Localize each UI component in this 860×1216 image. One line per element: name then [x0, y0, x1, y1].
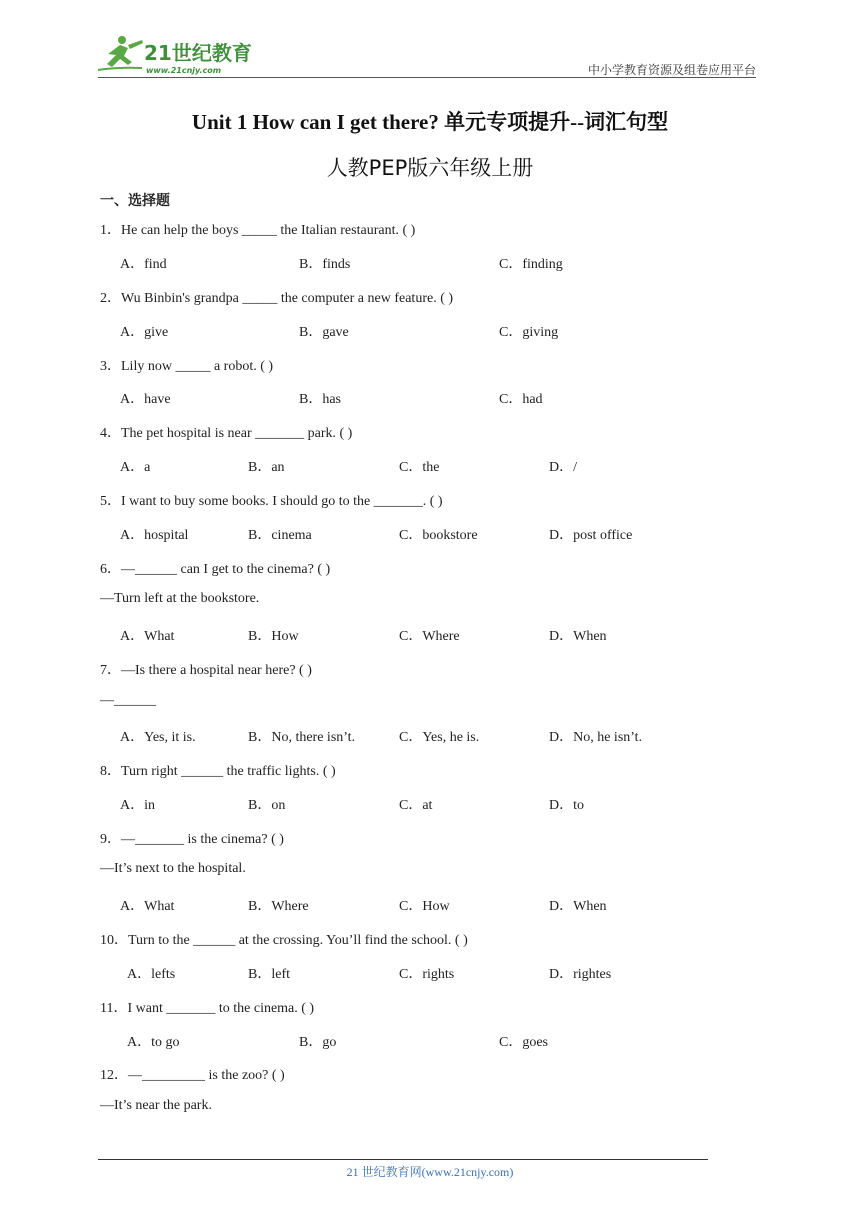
q6-option-a: A．What: [120, 629, 175, 644]
page-title: Unit 1 How can I get there? 单元专项提升--词汇句型: [191, 110, 669, 134]
q7-option-a: A．Yes, it is.: [120, 730, 196, 745]
question-1: 1．He can help the boys _____ the Italian restaurant. ( ): [100, 223, 416, 238]
q2-option-c: C．giving: [499, 325, 559, 340]
question-12-reply: —It’s near the park.: [100, 1098, 212, 1113]
q11-option-a: A．to go: [127, 1035, 180, 1050]
question-9: 9．—_______ is the cinema? ( ): [100, 832, 284, 847]
q6-option-c: C．Where: [399, 629, 460, 644]
question-6: 6．—______ can I get to the cinema? ( ): [100, 562, 331, 577]
q8-option-b: B．on: [248, 798, 286, 813]
q6-option-d: D．When: [549, 629, 607, 644]
page-header: [98, 30, 756, 78]
q9-option-d: D．When: [549, 899, 607, 914]
question-6-reply: —Turn left at the bookstore.: [100, 591, 260, 606]
header-divider: [98, 77, 756, 78]
q7-option-b: B．No, there isn’t.: [248, 730, 356, 745]
question-10: 10．Turn to the ______ at the crossing. You’ll find the school. ( ): [100, 933, 468, 948]
header-platform-text: 中小学教育资源及组卷应用平台: [587, 63, 756, 77]
q10-option-c: C．rights: [399, 967, 455, 982]
svg-text:www.21cnjy.com: www.21cnjy.com: [146, 66, 222, 75]
footer-divider: [98, 1159, 708, 1160]
q8-option-d: D．to: [549, 798, 584, 813]
logo-21cnjy: [98, 34, 268, 76]
q7-option-d: D．No, he isn’t.: [549, 730, 643, 745]
q8-option-a: A．in: [120, 798, 155, 813]
footer-text: 21 世纪教育网(www.21cnjy.com): [346, 1165, 514, 1179]
q11-option-b: B．go: [299, 1035, 337, 1050]
section-title: 一、选择题: [100, 193, 170, 209]
question-7: 7．—Is there a hospital near here? ( ): [100, 663, 312, 678]
q9-option-c: C．How: [399, 899, 450, 914]
q4-option-a: A．a: [120, 460, 151, 475]
question-3: 3．Lily now _____ a robot. ( ): [100, 359, 274, 374]
q5-option-a: A．hospital: [120, 528, 189, 543]
question-11: 11．I want _______ to the cinema. ( ): [100, 1001, 315, 1016]
question-9-reply: —It’s next to the hospital.: [100, 861, 246, 876]
q9-option-b: B．Where: [248, 899, 309, 914]
q3-option-b: B．has: [299, 392, 341, 407]
q5-option-b: B．cinema: [248, 528, 312, 543]
q7-option-c: C．Yes, he is.: [399, 730, 480, 745]
q2-option-a: A．give: [120, 325, 169, 340]
question-8: 8．Turn right ______ the traffic lights. ( ): [100, 764, 336, 779]
q8-option-c: C．at: [399, 798, 433, 813]
q4-option-b: B．an: [248, 460, 285, 475]
q6-option-b: B．How: [248, 629, 299, 644]
q4-option-c: C．the: [399, 460, 440, 475]
svg-text:21世纪教育: 21世纪教育: [144, 41, 252, 65]
question-7-reply: —______: [100, 693, 156, 708]
q5-option-d: D．post office: [549, 528, 633, 543]
q10-option-b: B．left: [248, 967, 290, 982]
q5-option-c: C．bookstore: [399, 528, 478, 543]
q1-option-a: A．find: [120, 257, 167, 272]
page-subtitle: 人教PEP版六年级上册: [326, 156, 534, 180]
q3-option-c: C．had: [499, 392, 543, 407]
q10-option-d: D．rightes: [549, 967, 612, 982]
q4-option-d: D．/: [549, 460, 577, 475]
q1-option-c: C．finding: [499, 257, 563, 272]
q1-option-b: B．finds: [299, 257, 351, 272]
q2-option-b: B．gave: [299, 325, 349, 340]
q11-option-c: C．goes: [499, 1035, 548, 1050]
question-5: 5．I want to buy some books. I should go to the _______. ( ): [100, 494, 443, 509]
question-2: 2．Wu Binbin's grandpa _____ the computer a new feature. ( ): [100, 291, 454, 306]
q9-option-a: A．What: [120, 899, 175, 914]
q3-option-a: A．have: [120, 392, 171, 407]
q10-option-a: A．lefts: [127, 967, 176, 982]
question-12: 12．—_________ is the zoo? ( ): [100, 1068, 285, 1083]
question-4: 4．The pet hospital is near _______ park. ( ): [100, 426, 353, 441]
